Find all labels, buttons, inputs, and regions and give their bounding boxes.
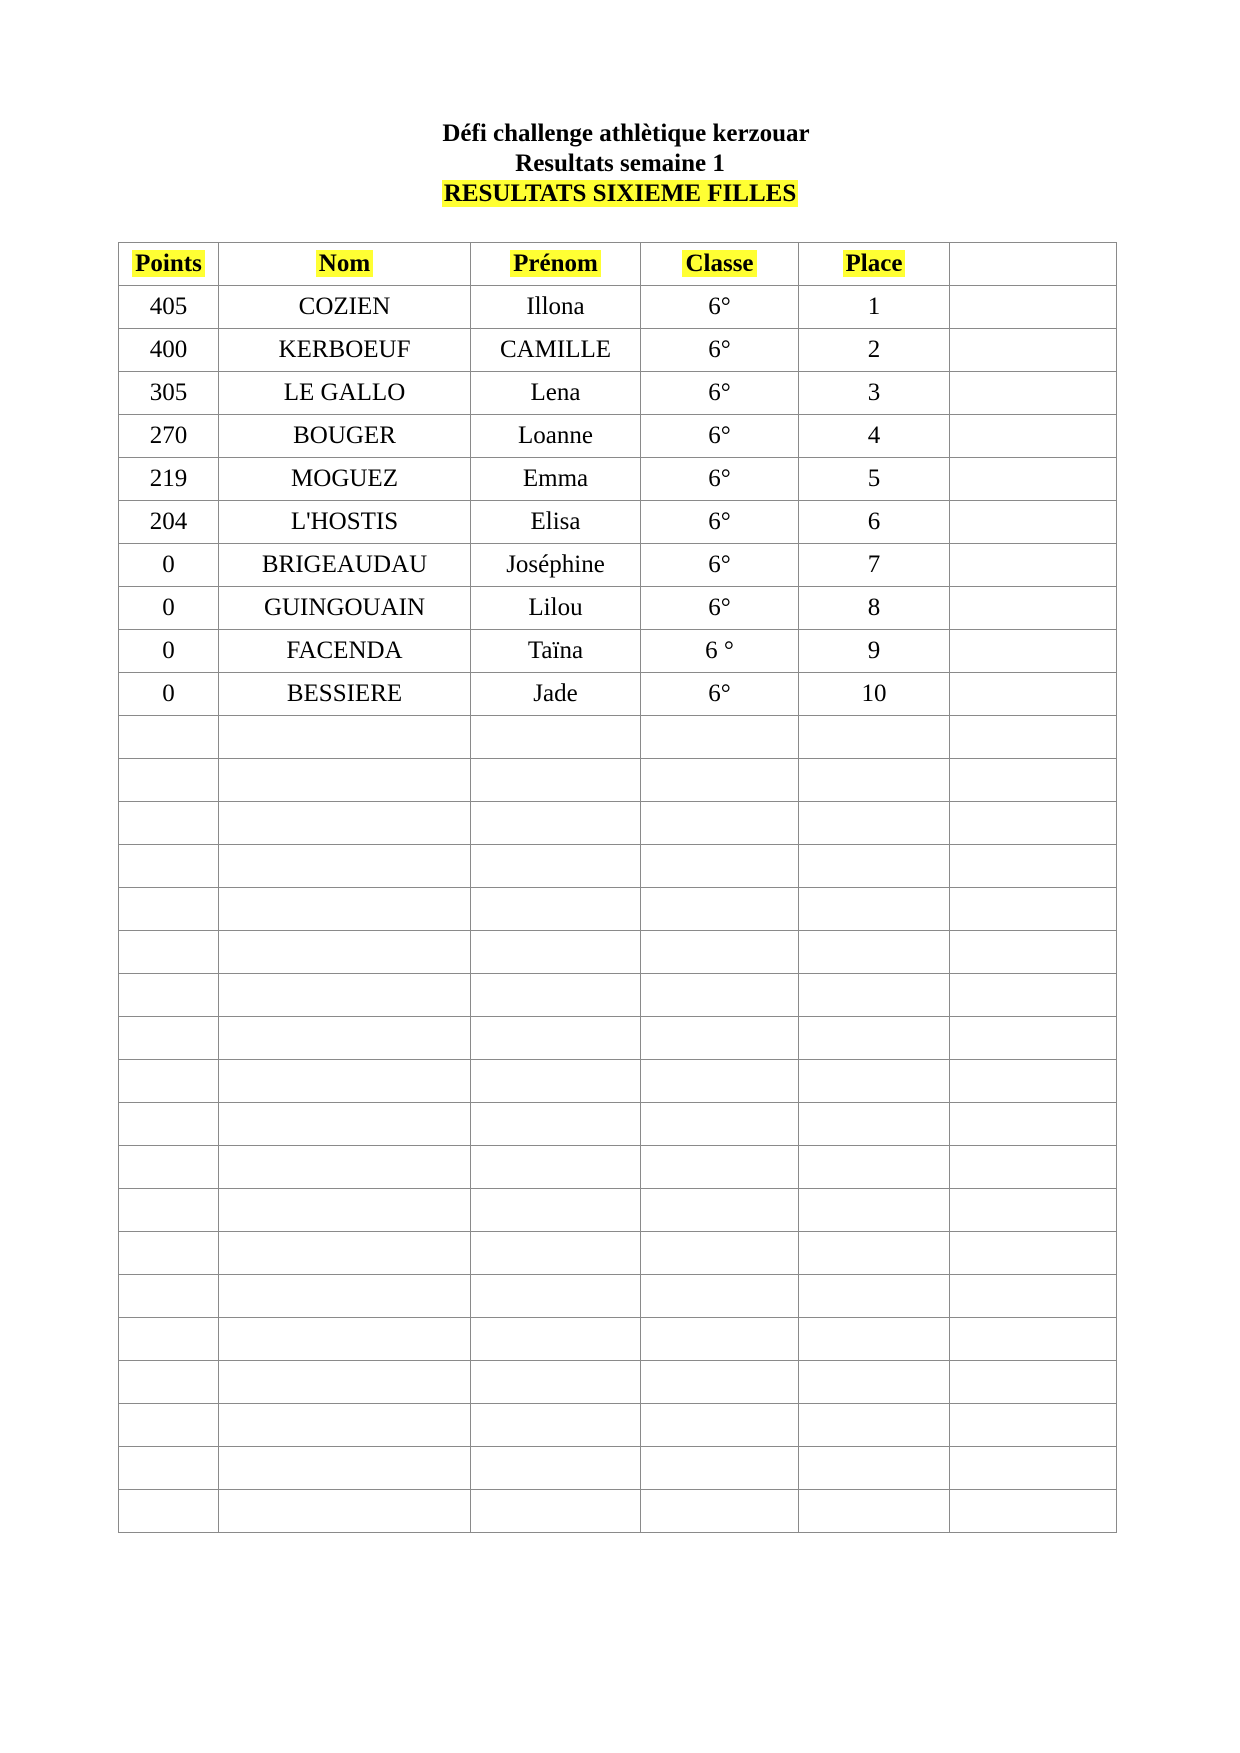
cell-nom [219,1361,471,1404]
table-row [119,458,1117,501]
cell-blank [950,931,1117,974]
cell-points [119,1060,219,1103]
cell-prenom: CAMILLE [471,329,641,372]
cell-points [119,888,219,931]
cell-place [799,845,950,888]
cell-nom [219,802,471,845]
cell-place [799,1447,950,1490]
cell-blank [950,759,1117,802]
cell-nom [219,716,471,759]
cell-place [799,888,950,931]
cell-classe [641,974,799,1017]
cell-nom [219,1189,471,1232]
cell-prenom [471,716,641,759]
cell-classe: 6° [641,329,799,372]
cell-nom [219,974,471,1017]
table-row-empty [119,1232,1117,1275]
cell-blank [950,286,1117,329]
cell-classe [641,931,799,974]
cell-classe [641,1017,799,1060]
table-row-empty [119,1318,1117,1361]
table-row-empty [119,1017,1117,1060]
cell-nom: BOUGER [219,415,471,458]
cell-points [119,716,219,759]
cell-place: 6 [799,501,950,544]
cell-blank [950,1361,1117,1404]
cell-points [119,1232,219,1275]
cell-blank [950,716,1117,759]
results-table [118,242,1117,1533]
cell-blank [950,1318,1117,1361]
table-row-empty [119,716,1117,759]
cell-points [119,974,219,1017]
cell-prenom [471,1060,641,1103]
cell-prenom [471,1189,641,1232]
cell-prenom [471,1103,641,1146]
cell-blank [950,544,1117,587]
cell-nom [219,888,471,931]
table-header-row [119,243,1117,286]
table-row [119,501,1117,544]
cell-blank [950,1490,1117,1533]
table-row-empty [119,1060,1117,1103]
table-row [119,286,1117,329]
cell-place [799,1017,950,1060]
document-header [0,119,1240,209]
table-row [119,329,1117,372]
cell-points: 0 [119,630,219,673]
cell-place [799,1318,950,1361]
header-prenom: Prénom [471,243,641,286]
cell-classe: 6° [641,372,799,415]
cell-blank [950,888,1117,931]
cell-blank [950,372,1117,415]
cell-classe [641,1189,799,1232]
cell-blank [950,673,1117,716]
cell-points: 305 [119,372,219,415]
cell-place [799,1275,950,1318]
cell-classe [641,802,799,845]
cell-place [799,1103,950,1146]
cell-classe [641,845,799,888]
cell-place: 5 [799,458,950,501]
cell-nom [219,1146,471,1189]
cell-blank [950,329,1117,372]
document-subtitle: Resultats semaine 1 [515,150,725,177]
cell-points [119,1404,219,1447]
cell-prenom [471,802,641,845]
cell-prenom: Lena [471,372,641,415]
cell-classe [641,1404,799,1447]
cell-nom: FACENDA [219,630,471,673]
table-row-empty [119,1490,1117,1533]
cell-points [119,931,219,974]
cell-points [119,759,219,802]
cell-place: 4 [799,415,950,458]
cell-nom [219,931,471,974]
table-row-empty [119,974,1117,1017]
cell-blank [950,802,1117,845]
cell-prenom [471,759,641,802]
cell-blank [950,1189,1117,1232]
cell-place [799,1490,950,1533]
cell-place [799,1060,950,1103]
cell-prenom: Emma [471,458,641,501]
cell-nom [219,1017,471,1060]
cell-classe [641,1103,799,1146]
cell-place: 9 [799,630,950,673]
category-line [0,179,1240,209]
cell-classe [641,759,799,802]
cell-classe [641,1447,799,1490]
cell-nom [219,1447,471,1490]
table-row-empty [119,888,1117,931]
table-row-empty [119,1146,1117,1189]
table-row [119,630,1117,673]
cell-place: 2 [799,329,950,372]
header-blank [950,243,1117,286]
cell-prenom [471,1232,641,1275]
cell-prenom [471,845,641,888]
cell-classe [641,1146,799,1189]
cell-nom: MOGUEZ [219,458,471,501]
cell-nom: L'HOSTIS [219,501,471,544]
cell-points: 204 [119,501,219,544]
cell-prenom: Lilou [471,587,641,630]
cell-place [799,1189,950,1232]
cell-points [119,1103,219,1146]
cell-place [799,716,950,759]
table-row-empty [119,802,1117,845]
cell-prenom [471,1318,641,1361]
cell-classe: 6° [641,458,799,501]
cell-nom: GUINGOUAIN [219,587,471,630]
cell-classe [641,1490,799,1533]
cell-nom [219,845,471,888]
cell-classe: 6° [641,673,799,716]
cell-blank [950,1146,1117,1189]
header-nom: Nom [219,243,471,286]
cell-place: 3 [799,372,950,415]
cell-nom: COZIEN [219,286,471,329]
cell-prenom [471,1490,641,1533]
cell-nom [219,1275,471,1318]
table-row-empty [119,1404,1117,1447]
cell-place [799,759,950,802]
cell-prenom [471,1447,641,1490]
cell-nom [219,1060,471,1103]
cell-classe: 6° [641,587,799,630]
cell-points: 0 [119,587,219,630]
cell-classe: 6° [641,544,799,587]
cell-classe [641,1361,799,1404]
table-row-empty [119,931,1117,974]
table-row [119,544,1117,587]
cell-nom [219,1103,471,1146]
cell-prenom: Illona [471,286,641,329]
cell-classe: 6° [641,501,799,544]
cell-points [119,845,219,888]
table-row [119,587,1117,630]
cell-prenom [471,974,641,1017]
cell-place [799,1404,950,1447]
header-place: Place [799,243,950,286]
cell-classe [641,888,799,931]
cell-blank [950,845,1117,888]
cell-nom [219,759,471,802]
cell-blank [950,1404,1117,1447]
cell-blank [950,974,1117,1017]
cell-classe [641,1318,799,1361]
cell-points [119,1275,219,1318]
cell-prenom [471,888,641,931]
table-row [119,673,1117,716]
cell-points [119,1490,219,1533]
cell-blank [950,1232,1117,1275]
cell-nom: BRIGEAUDAU [219,544,471,587]
cell-nom: KERBOEUF [219,329,471,372]
cell-blank [950,587,1117,630]
table-row-empty [119,1447,1117,1490]
cell-points [119,1447,219,1490]
category-title: RESULTATS SIXIEME FILLES [443,180,797,207]
header-points: Points [119,243,219,286]
cell-prenom [471,931,641,974]
cell-nom [219,1404,471,1447]
cell-blank [950,630,1117,673]
cell-prenom [471,1361,641,1404]
cell-nom: BESSIERE [219,673,471,716]
cell-place: 1 [799,286,950,329]
cell-points [119,1189,219,1232]
cell-place [799,1361,950,1404]
cell-points: 400 [119,329,219,372]
cell-points: 0 [119,544,219,587]
cell-prenom [471,1146,641,1189]
cell-classe: 6° [641,286,799,329]
table-row-empty [119,759,1117,802]
table-row-empty [119,1103,1117,1146]
cell-blank [950,501,1117,544]
cell-prenom: Elisa [471,501,641,544]
cell-classe: 6° [641,415,799,458]
table-row-empty [119,1361,1117,1404]
cell-prenom [471,1017,641,1060]
cell-place [799,931,950,974]
cell-blank [950,1103,1117,1146]
cell-points [119,1361,219,1404]
cell-classe [641,1232,799,1275]
table-row [119,415,1117,458]
cell-points: 405 [119,286,219,329]
cell-place [799,802,950,845]
table-row-empty [119,1189,1117,1232]
cell-place: 7 [799,544,950,587]
cell-prenom: Jade [471,673,641,716]
header-classe: Classe [641,243,799,286]
cell-points [119,1146,219,1189]
cell-nom [219,1318,471,1361]
cell-prenom [471,1275,641,1318]
cell-points: 270 [119,415,219,458]
document-title: Défi challenge athlètique kerzouar [442,120,810,147]
cell-blank [950,1447,1117,1490]
cell-prenom: Joséphine [471,544,641,587]
cell-place: 8 [799,587,950,630]
cell-points [119,1017,219,1060]
table-row [119,372,1117,415]
cell-points [119,802,219,845]
cell-points [119,1318,219,1361]
cell-classe [641,1060,799,1103]
cell-classe: 6 ° [641,630,799,673]
cell-points: 0 [119,673,219,716]
cell-blank [950,1017,1117,1060]
cell-place [799,1146,950,1189]
table-body [119,286,1117,1533]
cell-nom: LE GALLO [219,372,471,415]
cell-prenom [471,1404,641,1447]
cell-points: 219 [119,458,219,501]
cell-blank [950,1060,1117,1103]
cell-place [799,1232,950,1275]
cell-nom [219,1490,471,1533]
cell-nom [219,1232,471,1275]
cell-prenom: Taïna [471,630,641,673]
cell-place: 10 [799,673,950,716]
cell-classe [641,1275,799,1318]
cell-blank [950,458,1117,501]
table-row-empty [119,1275,1117,1318]
cell-classe [641,716,799,759]
cell-place [799,974,950,1017]
cell-blank [950,415,1117,458]
cell-prenom: Loanne [471,415,641,458]
table-row-empty [119,845,1117,888]
cell-blank [950,1275,1117,1318]
